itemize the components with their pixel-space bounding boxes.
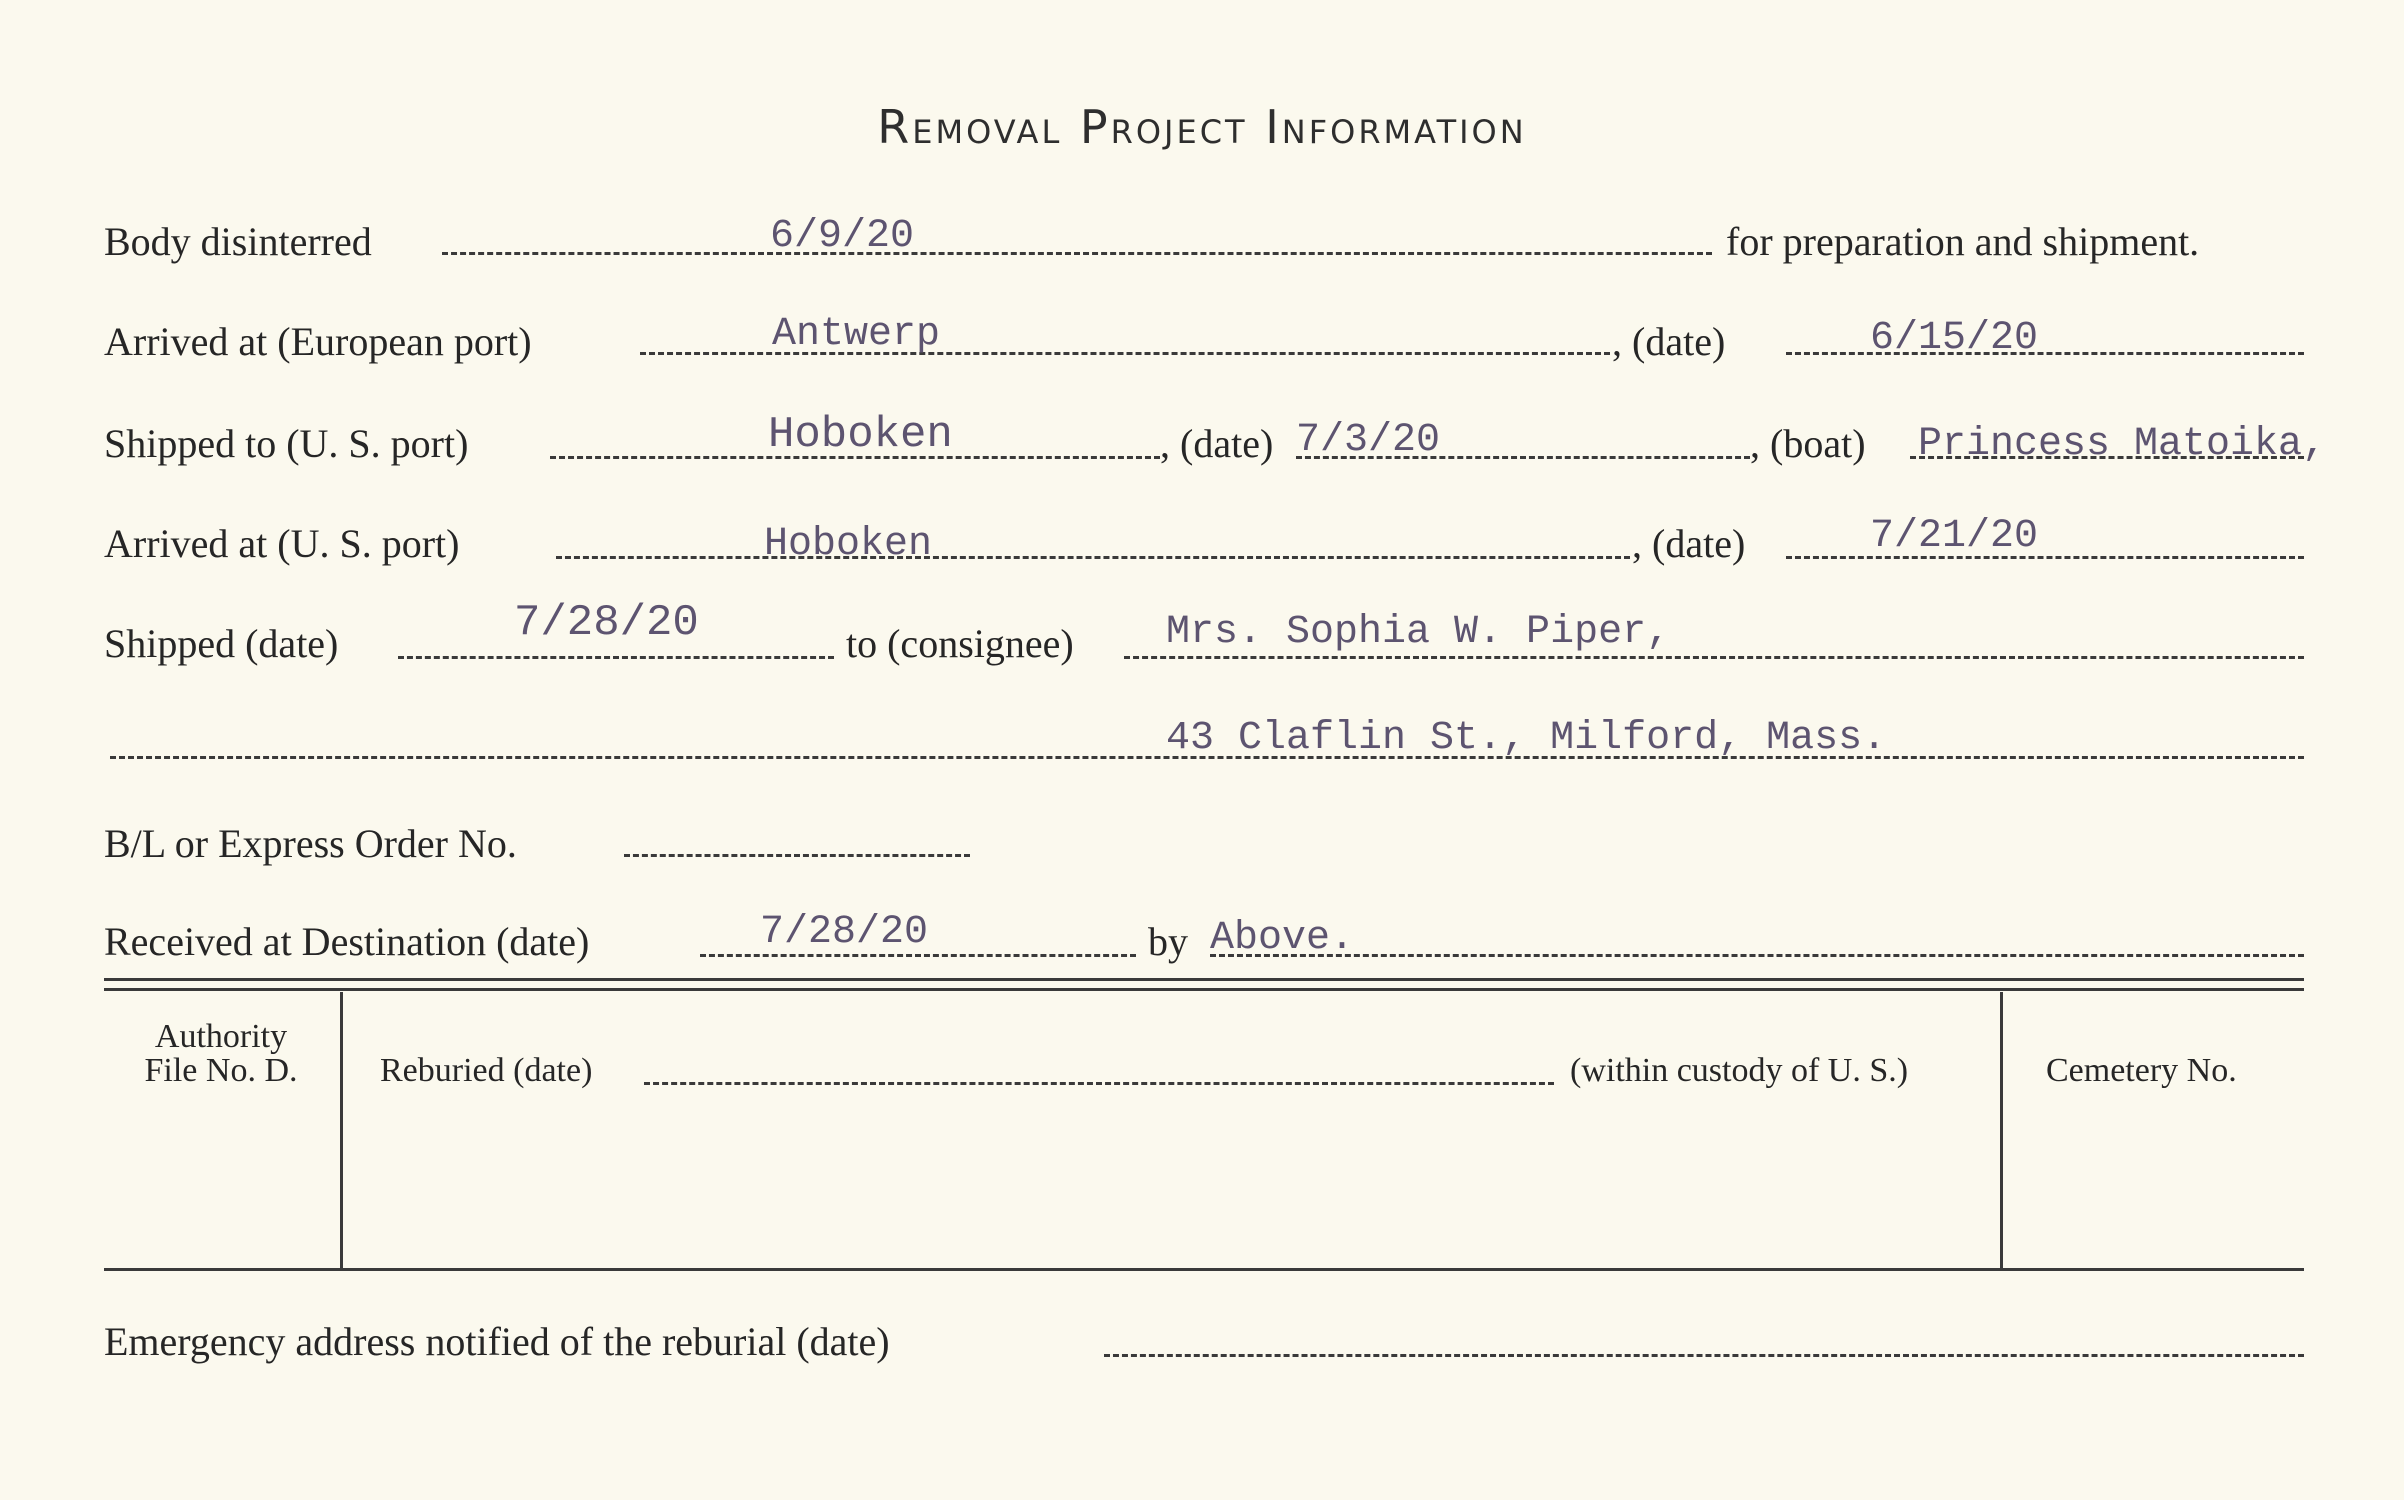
shipped-to-date-label: , (date) [1160, 421, 1274, 466]
cemetery-no-label: Cemetery No. [2046, 1052, 2237, 1089]
arrived-us-date-label: , (date) [1632, 521, 1746, 566]
consignee-line [1124, 656, 2304, 659]
european-port-date: 6/15/20 [1870, 316, 2039, 361]
shipped-to-date: 7/3/20 [1296, 418, 1441, 463]
shipped-date-label: Shipped (date) [104, 621, 339, 666]
preparation-shipment-label: for preparation and shipment. [1726, 219, 2200, 264]
custody-label: (within custody of U. S.) [1570, 1052, 1909, 1089]
arrived-us-port-line [556, 556, 1630, 559]
body-disinterred-line [442, 252, 1712, 255]
body-disinterred-label: Body disinterred [104, 219, 372, 264]
shipped-to-port-value: Hoboken [768, 410, 953, 460]
consignee-label: to (consignee) [846, 621, 1074, 666]
table-divider-right [2000, 992, 2003, 1268]
received-by-value: Above. [1210, 916, 1355, 961]
bl-express-line [624, 854, 970, 857]
bl-express-label: B/L or Express Order No. [104, 821, 517, 866]
received-by-line [1210, 954, 2304, 957]
table-divider-left [340, 992, 343, 1268]
reburied-label: Reburied (date) [380, 1052, 593, 1089]
authority-file-header [110, 1020, 332, 1088]
european-port-date-label: , (date) [1612, 319, 1726, 364]
emergency-address-line [1104, 1354, 2304, 1357]
received-destination-date: 7/28/20 [760, 910, 929, 955]
shipped-to-port-label: Shipped to (U. S. port) [104, 421, 469, 466]
consignee-address: 43 Claflin St., Milford, Mass. [1166, 716, 1887, 761]
table-top-rule-inner [104, 988, 2304, 991]
european-port-label: Arrived at (European port) [104, 319, 532, 364]
table-top-rule [104, 978, 2304, 981]
reburied-line [644, 1082, 1554, 1085]
card-title-text: Removal Project Information [877, 100, 1527, 154]
shipped-date-line [398, 656, 834, 659]
table-bottom-rule [104, 1268, 2304, 1271]
body-disinterred-date: 6/9/20 [770, 214, 915, 259]
card-title [0, 100, 2404, 154]
emergency-address-label: Emergency address notified of the reburial (date) [104, 1319, 890, 1364]
received-by-label: by [1148, 919, 1188, 964]
european-port-date-line [1786, 352, 2304, 355]
boat-name: Princess Matoika, [1918, 422, 2327, 467]
file-no-label: File No. D. [144, 1052, 298, 1089]
arrived-us-date: 7/21/20 [1870, 514, 2039, 559]
shipped-date: 7/28/20 [514, 598, 699, 648]
european-port-value: Antwerp [772, 312, 941, 357]
boat-label: , (boat) [1750, 421, 1866, 466]
arrived-us-date-line [1786, 556, 2304, 559]
authority-label: Authority [154, 1018, 288, 1055]
arrived-us-port-label: Arrived at (U. S. port) [104, 521, 460, 566]
consignee-name: Mrs. Sophia W. Piper, [1166, 610, 1671, 655]
received-destination-label: Received at Destination (date) [104, 919, 590, 964]
arrived-us-port-value: Hoboken [764, 522, 933, 567]
